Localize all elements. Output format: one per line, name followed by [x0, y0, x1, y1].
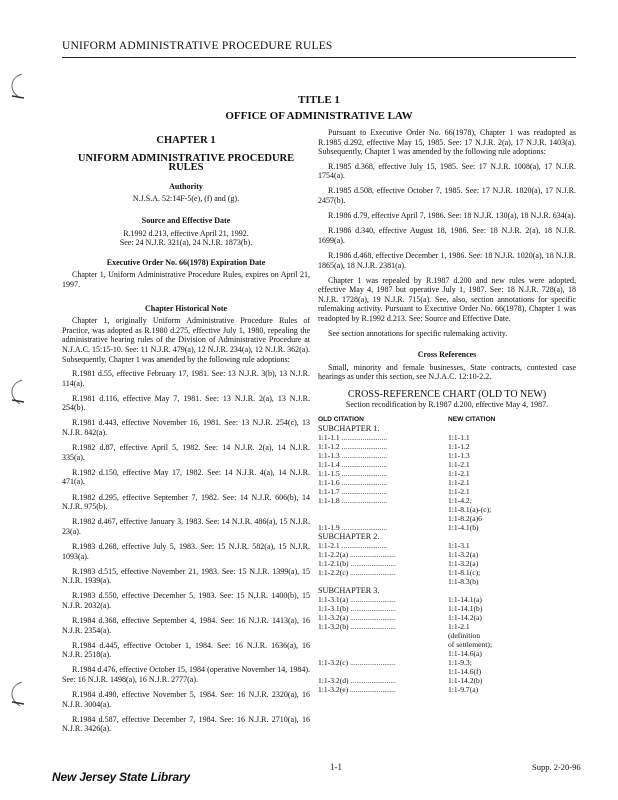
old-citation-text: 1:1-1.3 .....	[318, 451, 387, 460]
old-citation-cell	[318, 577, 448, 586]
old-citation-cell	[318, 559, 448, 568]
history-heading: Chapter Historical Note	[144, 303, 228, 313]
amendment-entry: R.1986 d.340, effective August 18, 1986. See: 18 N.J.R. 2(a), 18 N.J.R. 1699(a).	[318, 226, 576, 245]
old-citation-text: 1:1-1.5 .....	[318, 469, 387, 478]
old-citation-text: SUBCHAPTER 2.	[318, 532, 380, 542]
old-citation-cell	[318, 433, 448, 442]
old-citation-text: 1:1-1.6 .....	[318, 478, 387, 487]
old-citation-text: 1:1-3.2(c) .....	[318, 658, 396, 667]
table-row	[318, 541, 558, 550]
new-citation-cell: 1:1-2.1	[448, 478, 470, 488]
amendment-entry: R.1984 d.490, effective November 5, 1984. See: 16 N.J.R. 2320(a), 16 N.J.R. 3004(a).	[62, 690, 310, 709]
title-name: OFFICE OF ADMINISTRATIVE LAW	[225, 110, 413, 122]
new-citation-cell: 1:1-1.1	[448, 433, 470, 443]
history-intro: Chapter 1, originally Uniform Administrative Procedure Rules of Practice, was adopted as R.1980 d.275, effective July 1, 1980, repealing the administrative hearing rules of the Division of Administrative Procedure at N.J.A.C. 15:15-10. See: 11 N.J.R. 479(a), 12 N.J.R. 234(a), 12 N.J.R. 362(a). Subsequently, Chapter 1 was amended by the following rule adoptions:	[62, 316, 310, 364]
source-heading: Source and Effective Date	[141, 215, 231, 225]
table-row	[318, 685, 558, 694]
cross-reference-body	[318, 424, 558, 694]
cross-reference-chart-subtitle: Section recodification by R.1987 d.200, effective May 4, 1987.	[345, 399, 549, 409]
binder-hole-mark-icon	[4, 70, 26, 104]
new-citation-cell: 1:1-2.1	[448, 460, 470, 470]
old-citation-cell	[318, 658, 448, 667]
table-row	[318, 496, 558, 505]
amendment-entry: R.1983 d.268, effective July 5, 1983. See: 15 N.J.R. 582(a), 15 N.J.R. 1093(a).	[62, 541, 310, 561]
old-citation-text: SUBCHAPTER 1.	[318, 424, 380, 434]
running-head: UNIFORM ADMINISTRATIVE PROCEDURE RULES	[62, 40, 333, 52]
new-citation-cell: 1:1-3.2(a)	[448, 550, 479, 560]
old-citation-cell	[318, 478, 448, 487]
old-citation-cell	[318, 460, 448, 469]
new-citation-cell: (definition	[448, 631, 481, 641]
authority-heading: Authority	[169, 181, 203, 191]
old-citation-header: OLD CITATION	[318, 416, 364, 424]
old-citation-cell	[318, 685, 448, 694]
new-citation-cell: 1:1-8.1(c);	[448, 568, 481, 578]
new-citation-cell: 1:1-14.6(f)	[448, 667, 482, 677]
old-citation-cell	[318, 631, 448, 640]
amendment-entry: R.1986 d.79, effective April 7, 1986. See: 18 N.J.R. 130(a), 18 N.J.R. 634(a).	[328, 211, 576, 221]
old-citation-text: 1:1-1.8 .....	[318, 496, 387, 505]
old-citation-cell	[318, 469, 448, 478]
new-citation-cell: 1:1-14.2(a)	[448, 613, 482, 623]
left-column	[62, 128, 310, 739]
table-row	[318, 667, 558, 676]
table-row	[318, 433, 558, 442]
table-header-row	[318, 415, 558, 424]
amendment-entry: R.1982 d.150, effective May 17, 1982. See: 14 N.J.R. 4(a), 14 N.J.R. 471(a).	[62, 467, 310, 487]
amendment-entry: R.1986 d.468, effective December 1, 1986. See: 18 N.J.R. 1020(a), 18 N.J.R. 1865(a), 18 N.J.R. 2381(a).	[318, 250, 576, 270]
new-citation-cell	[448, 586, 558, 595]
table-row	[318, 676, 558, 685]
new-citation-cell: 1:1-2.1	[448, 469, 470, 479]
expiration-text: Chapter 1, Uniform Administrative Procedure Rules, expires on April 21, 1997.	[62, 270, 310, 289]
old-citation-text: 1:1-2.2(a) .....	[318, 550, 396, 559]
amendment-entry: R.1981 d.443, effective November 16, 1981. See: 13 N.J.R. 254(c), 13 N.J.R. 842(a).	[62, 418, 310, 438]
table-row	[318, 604, 558, 613]
subchapter-row	[318, 532, 558, 541]
new-citation-cell: 1:1-1.2	[448, 442, 470, 452]
binder-hole-mark-icon	[4, 678, 26, 712]
new-citation-cell: 1:1-4.1(b)	[448, 523, 479, 533]
table-row	[318, 442, 558, 451]
supplement-date: Supp. 2-20-96	[532, 762, 581, 772]
source-line-1: R.1992 d.213, effective April 21, 1992.	[123, 228, 249, 238]
old-citation-cell	[318, 667, 448, 676]
cross-references-heading: Cross References	[417, 350, 477, 360]
table-row	[318, 514, 558, 523]
old-citation-text: 1:1-1.4 .....	[318, 460, 387, 469]
readopted-text: Pursuant to Executive Order No. 66(1978), Chapter 1 was readopted as R.1985 d.292, effective May 15, 1985. See: 17 N.J.R. 2(a), 17 N.J.R. 1403(a). Subsequently, Chapter 1 was amended by the following rule adoptions:	[318, 128, 576, 157]
new-citation-cell: 1:1-8.1(a)-(c);	[448, 505, 492, 515]
amendment-entry: R.1982 d.467, effective January 3, 1983. See: 14 N.J.R. 486(a), 15 N.J.R. 23(a).	[62, 517, 310, 536]
new-citation-cell: 1:1-14.1(a)	[448, 595, 482, 605]
table-row	[318, 451, 558, 460]
amendment-entry: R.1981 d.116, effective May 7, 1981. See: 13 N.J.R. 2(a), 13 N.J.R. 254(b).	[62, 393, 310, 413]
cross-references-text: Small, minority and female businesses, State contracts, contested case hearings as under this section, see N.J.A.C. 12:10-2.2.	[318, 362, 576, 382]
amendment-entry: R.1983 d.515, effective November 21, 1983. See: 15 N.J.R. 1399(a), 15 N.J.R. 1939(a).	[62, 566, 310, 586]
new-citation-cell: 1:1-3.1	[448, 541, 470, 551]
old-citation-text: 1:1-2.2(c) .....	[318, 568, 396, 577]
see-annotations-text: See section annotations for specific rulemaking activity.	[328, 328, 508, 338]
subchapter-label	[318, 424, 448, 433]
amendment-entry: R.1985 d.508, effective October 7, 1985. See: 17 N.J.R. 1820(a), 17 N.J.R. 2457(b).	[318, 186, 576, 206]
subchapter-row	[318, 586, 558, 595]
table-row	[318, 649, 558, 658]
table-row	[318, 478, 558, 487]
old-citation-cell	[318, 676, 448, 685]
new-citation-cell: of settlement);	[448, 640, 493, 650]
old-citation-cell	[318, 613, 448, 622]
chapter-number: CHAPTER 1	[156, 135, 216, 146]
new-citation-cell	[448, 424, 558, 433]
old-citation-cell	[318, 541, 448, 550]
old-citation-cell	[318, 640, 448, 649]
table-row	[318, 568, 558, 577]
old-citation-cell	[318, 505, 448, 514]
amendment-entry: R.1984 d.476, effective October 15, 1984 (operative November 14, 1984). See: 16 N.J.R. 1498(a), 16 N.J.R. 2777(a).	[62, 665, 310, 684]
old-citation-cell	[318, 514, 448, 523]
table-row	[318, 622, 558, 631]
expiration-heading: Executive Order No. 66(1978) Expiration Date	[106, 257, 266, 267]
source-line-2: See: 24 N.J.R. 321(a), 24 N.J.R. 1873(b).	[119, 238, 253, 248]
table-row	[318, 487, 558, 496]
old-citation-cell	[318, 568, 448, 577]
page-number: 1-1	[330, 762, 342, 772]
amendment-entry: R.1982 d.295, effective September 7, 1982. See: 14 N.J.R. 606(b), 14 N.J.R. 975(b).	[62, 492, 310, 512]
old-citation-text: 1:1-3.1(b) .....	[318, 604, 396, 613]
new-citation-cell: 1:1-8.2(a)6	[448, 514, 482, 524]
old-citation-cell	[318, 451, 448, 460]
cross-reference-table	[318, 415, 558, 694]
old-citation-text: 1:1-2.1(b) .....	[318, 559, 396, 568]
table-row	[318, 577, 558, 586]
old-citation-text: 1:1-2.1 .....	[318, 541, 387, 550]
new-citation-cell: 1:1-1.3	[448, 451, 470, 461]
table-row	[318, 559, 558, 568]
old-citation-text: 1:1-3.2(e) .....	[318, 685, 396, 694]
old-citation-cell	[318, 595, 448, 604]
table-row	[318, 595, 558, 604]
subchapter-row	[318, 424, 558, 433]
amendment-entry: R.1984 d.445, effective October 1, 1984. See: 16 N.J.R. 1636(a), 16 N.J.R. 2518(a).	[62, 640, 310, 660]
new-citation-cell: 1:1-2.1	[448, 622, 470, 632]
old-citation-cell	[318, 523, 448, 532]
old-citation-cell	[318, 487, 448, 496]
table-row	[318, 523, 558, 532]
old-citation-text: 1:1-1.2 .....	[318, 442, 387, 451]
old-citation-cell	[318, 649, 448, 658]
cross-reference-chart-title: CROSS-REFERENCE CHART (OLD TO NEW)	[347, 388, 547, 400]
old-citation-cell	[318, 604, 448, 613]
amendment-entry: R.1984 d.368, effective September 4, 1984. See: 16 N.J.R. 1413(a), 16 N.J.R. 2354(a).	[62, 615, 310, 635]
amendment-entry: R.1983 d.550, effective December 5, 1983. See: 15 N.J.R. 1400(b), 15 N.J.R. 2032(a).	[62, 591, 310, 610]
old-citation-cell	[318, 496, 448, 505]
table-row	[318, 631, 558, 640]
table-row	[318, 469, 558, 478]
old-citation-text: 1:1-1.7 .....	[318, 487, 387, 496]
title-number: TITLE 1	[298, 94, 340, 106]
table-row	[318, 460, 558, 469]
binder-hole-mark-icon	[4, 376, 26, 410]
new-citation-cell: 1:1-8.3(b)	[448, 577, 479, 587]
old-citation-text: 1:1-1.9 .....	[318, 523, 387, 532]
new-citation-header: NEW CITATION	[448, 416, 496, 424]
old-citation-text: 1:1-1.1 .....	[318, 433, 387, 442]
header-rule	[62, 57, 576, 58]
table-row	[318, 640, 558, 649]
old-citation-text: 1:1-3.1(a) .....	[318, 595, 396, 604]
title-block	[62, 94, 576, 122]
library-stamp: New Jersey State Library	[52, 770, 190, 784]
new-citation-cell: 1:1-9.3;	[448, 658, 472, 668]
new-citation-cell: 1:1-3.2(a)	[448, 559, 479, 569]
new-citation-cell: 1:1-4.2;	[448, 496, 472, 506]
old-citation-text: 1:1-3.2(b) .....	[318, 622, 396, 631]
new-citation-cell	[448, 532, 558, 541]
old-citation-cell	[318, 622, 448, 631]
subchapter-label	[318, 586, 448, 595]
amendment-entry: R.1985 d.368, effective July 15, 1985. See: 17 N.J.R. 1008(a), 17 N.J.R. 1754(a).	[318, 161, 576, 181]
table-row	[318, 613, 558, 622]
old-citation-text: SUBCHAPTER 3.	[318, 586, 380, 596]
old-citation-text: 1:1-3.2(d) .....	[318, 676, 396, 685]
chapter-name: UNIFORM ADMINISTRATIVE PROCEDURE RULES	[77, 152, 295, 174]
old-citation-cell	[318, 550, 448, 559]
table-row	[318, 505, 558, 514]
right-column	[318, 128, 576, 694]
amendment-entry: R.1984 d.587, effective December 7, 1984. See: 16 N.J.R. 2710(a), 16 N.J.R. 3426(a).	[62, 714, 310, 734]
repealed-text: Chapter 1 was repealed by R.1987 d.200 and new rules were adopted, effective May 4, 1987 but operative July 1, 1987. See: 18 N.J.R. 728(a), 18 N.J.R. 1728(a), 19 N.J.R. 715(a). See, also, section annotations for specific rulemaking activity. Pursuant to Executive Order No. 66(1978), Chapter 1 was readopted by R.1992 d.213. See: Source and Effective Date.	[318, 275, 576, 323]
new-citation-cell: 1:1-2.1	[448, 487, 470, 497]
table-row	[318, 658, 558, 667]
authority-text: N.J.S.A. 52:14F-5(e), (f) and (g).	[132, 194, 240, 204]
new-citation-cell: 1:1-14.1(b)	[448, 604, 483, 614]
new-citation-cell: 1:1-14.2(b)	[448, 676, 483, 686]
table-row	[318, 550, 558, 559]
old-citation-text: 1:1-3.2(a) .....	[318, 613, 396, 622]
subchapter-label	[318, 532, 448, 541]
old-citation-cell	[318, 442, 448, 451]
new-citation-cell: 1:1-14.6(a)	[448, 649, 482, 659]
amendment-entry: R.1981 d.55, effective February 17, 1981. See: 13 N.J.R. 3(b), 13 N.J.R. 114(a).	[62, 369, 310, 388]
amendment-entry: R.1982 d.87, effective April 5, 1982. See: 14 N.J.R. 2(a), 14 N.J.R. 335(a).	[62, 443, 310, 462]
new-citation-cell: 1:1-9.7(a)	[448, 685, 479, 695]
